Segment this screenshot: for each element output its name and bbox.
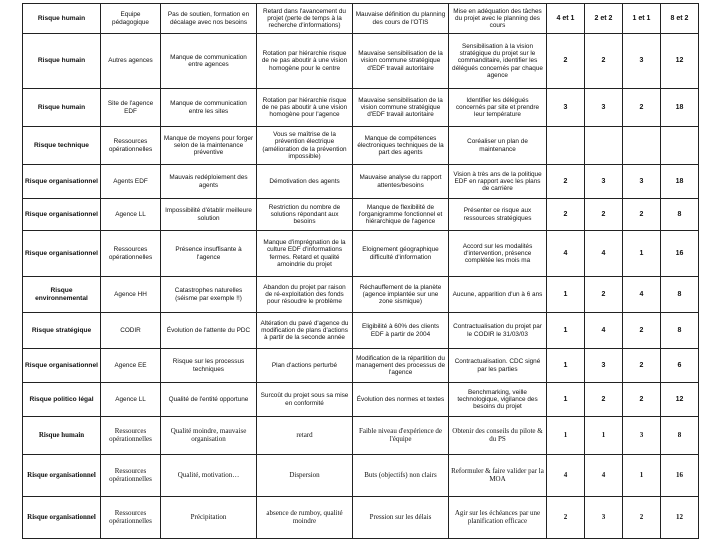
- impact-cell: Mauvaise définition du planning des cours de l'OTIS: [353, 4, 449, 34]
- gravity-cell: 2: [585, 34, 623, 89]
- detection-cell: 3: [623, 165, 661, 199]
- table-row: [23, 231, 699, 277]
- risk-cell: Risque organisationnel: [23, 497, 101, 539]
- risk-cell: Risque politico légal: [23, 383, 101, 417]
- gravity-cell: 1: [585, 417, 623, 455]
- criticity-cell: 8 et 2: [661, 4, 699, 34]
- probability-cell: 3: [547, 89, 585, 127]
- source-cell: Agence EE: [101, 349, 161, 383]
- criticity-cell: 16: [661, 231, 699, 277]
- cause-cell: Qualité de l'entité opportune: [161, 383, 257, 417]
- source-cell: Ressources opérationnelles: [101, 497, 161, 539]
- impact-cell: Mauvaise sensibilisation de la vision commune stratégique d'EDF travail autoritaire: [353, 34, 449, 89]
- table-row: [23, 455, 699, 497]
- cause-cell: Présence insuffisante à l'agence: [161, 231, 257, 277]
- table-row: [23, 127, 699, 165]
- impact-cell: Faible niveau d'expérience de l'équipe: [353, 417, 449, 455]
- criticity-cell: 18: [661, 165, 699, 199]
- source-cell: Equipe pédagogique: [101, 4, 161, 34]
- risk-cell: Risque organisationnel: [23, 349, 101, 383]
- table-row: [23, 165, 699, 199]
- impact-cell: Réchauffement de la planète (agence implantée sur une zone sismique): [353, 277, 449, 313]
- source-cell: Ressources opérationnelles: [101, 417, 161, 455]
- gravity-cell: 3: [585, 165, 623, 199]
- gravity-cell: 3: [585, 89, 623, 127]
- detection-cell: 2: [623, 313, 661, 349]
- action-cell: Vision à très ans de la politique EDF en rapport avec les plans de carrière: [449, 165, 547, 199]
- table-row: [23, 89, 699, 127]
- cause-cell: Manque de communication entre les sites: [161, 89, 257, 127]
- table-row: [23, 417, 699, 455]
- detection-cell: 2: [623, 383, 661, 417]
- probability-cell: 4: [547, 231, 585, 277]
- cause-cell: Risque sur les processus techniques: [161, 349, 257, 383]
- risk-cell: Risque organisationnel: [23, 231, 101, 277]
- probability-cell: 2: [547, 34, 585, 89]
- action-cell: Benchmarking, veille technologique, vigilance des besoins du projet: [449, 383, 547, 417]
- cause-cell: Manque de moyens pour forger selon de la maintenance préventive: [161, 127, 257, 165]
- risk-cell: Risque humain: [23, 417, 101, 455]
- cause-cell: Impossibilité d'établir meilleure solution: [161, 199, 257, 231]
- consequence-cell: Altération du pavé d'agence du modification de plans d'actions à partir de la seconde année: [257, 313, 353, 349]
- cause-cell: Qualité, motivation…: [161, 455, 257, 497]
- probability-cell: 2: [547, 199, 585, 231]
- action-cell: Sensibilisation à la vision stratégique du projet sur le commanditaire, identifier les délégués concernés par chaque agence: [449, 34, 547, 89]
- consequence-cell: Abandon du projet par raison de ré-exploitation des fonds pour résoudre le problème: [257, 277, 353, 313]
- action-cell: Contractualisation. CDC signé par les parties: [449, 349, 547, 383]
- criticity-cell: 6: [661, 349, 699, 383]
- impact-cell: Pression sur les délais: [353, 497, 449, 539]
- detection-cell: 1 et 1: [623, 4, 661, 34]
- consequence-cell: Plan d'actions perturbé: [257, 349, 353, 383]
- consequence-cell: Restriction du nombre de solutions répondant aux besoins: [257, 199, 353, 231]
- source-cell: Agents EDF: [101, 165, 161, 199]
- table-row: [23, 383, 699, 417]
- impact-cell: Manque de compétences électroniques techniques de la part des agents: [353, 127, 449, 165]
- risk-cell: Risque humain: [23, 34, 101, 89]
- gravity-cell: 4: [585, 455, 623, 497]
- detection-cell: 2: [623, 199, 661, 231]
- cause-cell: Qualité moindre, mauvaise organisation: [161, 417, 257, 455]
- impact-cell: Évolution des normes et textes: [353, 383, 449, 417]
- probability-cell: 2: [547, 165, 585, 199]
- detection-cell: 1: [623, 455, 661, 497]
- source-cell: CODIR: [101, 313, 161, 349]
- risk-table: [22, 3, 699, 539]
- risk-cell: Risque humain: [23, 4, 101, 34]
- detection-cell: 3: [623, 417, 661, 455]
- source-cell: Site de l'agence EDF: [101, 89, 161, 127]
- action-cell: Coréaliser un plan de maintenance: [449, 127, 547, 165]
- source-cell: Agence LL: [101, 199, 161, 231]
- criticity-cell: 18: [661, 89, 699, 127]
- risk-cell: Risque organisationnel: [23, 455, 101, 497]
- table-row: [23, 497, 699, 539]
- risk-cell: Risque humain: [23, 89, 101, 127]
- impact-cell: Eloignement géographique difficulté d'information: [353, 231, 449, 277]
- gravity-cell: [585, 127, 623, 165]
- criticity-cell: 8: [661, 313, 699, 349]
- action-cell: Mise en adéquation des tâches du projet avec le planning des cours: [449, 4, 547, 34]
- action-cell: Présenter ce risque aux ressources stratégiques: [449, 199, 547, 231]
- detection-cell: 2: [623, 89, 661, 127]
- gravity-cell: 3: [585, 497, 623, 539]
- source-cell: Ressources opérationnelles: [101, 127, 161, 165]
- gravity-cell: 2: [585, 199, 623, 231]
- source-cell: Ressources opérationnelles: [101, 455, 161, 497]
- source-cell: Agence HH: [101, 277, 161, 313]
- table-row: [23, 277, 699, 313]
- criticity-cell: 8: [661, 199, 699, 231]
- consequence-cell: Rotation par hiérarchie risque de ne pas aboutir à une vision homogène pour le centre: [257, 34, 353, 89]
- consequence-cell: Retard dans l'avancement du projet (perte de temps à la recherche d'informations): [257, 4, 353, 34]
- source-cell: Agence LL: [101, 383, 161, 417]
- table-row: [23, 313, 699, 349]
- detection-cell: 2: [623, 349, 661, 383]
- action-cell: Obtenir des conseils du pilote & du PS: [449, 417, 547, 455]
- action-cell: Identifier les délégués concernés par site et prendre leur température: [449, 89, 547, 127]
- consequence-cell: Dispersion: [257, 455, 353, 497]
- gravity-cell: 3: [585, 349, 623, 383]
- impact-cell: Modification de la répartition du management des processus de l'agence: [353, 349, 449, 383]
- impact-cell: Eligibilité à 60% des clients EDF à partir de 2004: [353, 313, 449, 349]
- detection-cell: 4: [623, 277, 661, 313]
- table-row: [23, 199, 699, 231]
- probability-cell: 4 et 1: [547, 4, 585, 34]
- probability-cell: 1: [547, 277, 585, 313]
- source-cell: Ressources opérationnelles: [101, 231, 161, 277]
- criticity-cell: [661, 127, 699, 165]
- risk-cell: Risque environnemental: [23, 277, 101, 313]
- impact-cell: Manque de flexibilité de l'organigramme fonctionnel et hiérarchique de l'agence: [353, 199, 449, 231]
- criticity-cell: 12: [661, 34, 699, 89]
- probability-cell: 1: [547, 313, 585, 349]
- detection-cell: 1: [623, 231, 661, 277]
- probability-cell: [547, 127, 585, 165]
- risk-cell: Risque organisationnel: [23, 199, 101, 231]
- table-row: [23, 34, 699, 89]
- probability-cell: 4: [547, 455, 585, 497]
- consequence-cell: Rotation par hiérarchie risque de ne pas aboutir à une vision homogène pour l'agence: [257, 89, 353, 127]
- source-cell: Autres agences: [101, 34, 161, 89]
- cause-cell: Catastrophes naturelles (séisme par exemple !!): [161, 277, 257, 313]
- probability-cell: 1: [547, 349, 585, 383]
- criticity-cell: 12: [661, 383, 699, 417]
- risk-cell: Risque organisationnel: [23, 165, 101, 199]
- gravity-cell: 2 et 2: [585, 4, 623, 34]
- detection-cell: [623, 127, 661, 165]
- cause-cell: Précipitation: [161, 497, 257, 539]
- gravity-cell: 2: [585, 277, 623, 313]
- action-cell: Accord sur les modalités d'intervention, présence complétée les mois ma: [449, 231, 547, 277]
- probability-cell: 1: [547, 383, 585, 417]
- probability-cell: 2: [547, 497, 585, 539]
- action-cell: Agir sur les échéances par une planification efficace: [449, 497, 547, 539]
- probability-cell: 1: [547, 417, 585, 455]
- criticity-cell: 8: [661, 417, 699, 455]
- consequence-cell: Vous se maîtrise de la prévention électrique (amélioration de la prévention impossible): [257, 127, 353, 165]
- action-cell: Aucune, apparition d'un à 6 ans: [449, 277, 547, 313]
- gravity-cell: 2: [585, 383, 623, 417]
- action-cell: Reformuler & faire valider par la MOA: [449, 455, 547, 497]
- impact-cell: Buts (objectifs) non clairs: [353, 455, 449, 497]
- detection-cell: 3: [623, 34, 661, 89]
- criticity-cell: 8: [661, 277, 699, 313]
- cause-cell: Manque de communication entre agences: [161, 34, 257, 89]
- gravity-cell: 4: [585, 313, 623, 349]
- cause-cell: Évolution de l'attente du PDC: [161, 313, 257, 349]
- cause-cell: Mauvais redéploiement des agents: [161, 165, 257, 199]
- risk-cell: Risque stratégique: [23, 313, 101, 349]
- table-row: [23, 4, 699, 34]
- consequence-cell: retard: [257, 417, 353, 455]
- consequence-cell: absence de rumboy, qualité moindre: [257, 497, 353, 539]
- consequence-cell: Surcoût du projet sous sa mise en conformité: [257, 383, 353, 417]
- gravity-cell: 4: [585, 231, 623, 277]
- table-row: [23, 349, 699, 383]
- detection-cell: 2: [623, 497, 661, 539]
- action-cell: Contractualisation du projet par le CODIR le 31/03/03: [449, 313, 547, 349]
- consequence-cell: Manque d'imprégnation de la culture EDF d'informations fermes. Retard et qualité amoindrie du projet: [257, 231, 353, 277]
- risk-cell: Risque technique: [23, 127, 101, 165]
- cause-cell: Pas de soutien, formation en décalage avec nos besoins: [161, 4, 257, 34]
- impact-cell: Mauvaise analyse du rapport attentes/besoins: [353, 165, 449, 199]
- criticity-cell: 16: [661, 455, 699, 497]
- criticity-cell: 12: [661, 497, 699, 539]
- consequence-cell: Démotivation des agents: [257, 165, 353, 199]
- impact-cell: Mauvaise sensibilisation de la vision commune stratégique d'EDF travail autoritaire: [353, 89, 449, 127]
